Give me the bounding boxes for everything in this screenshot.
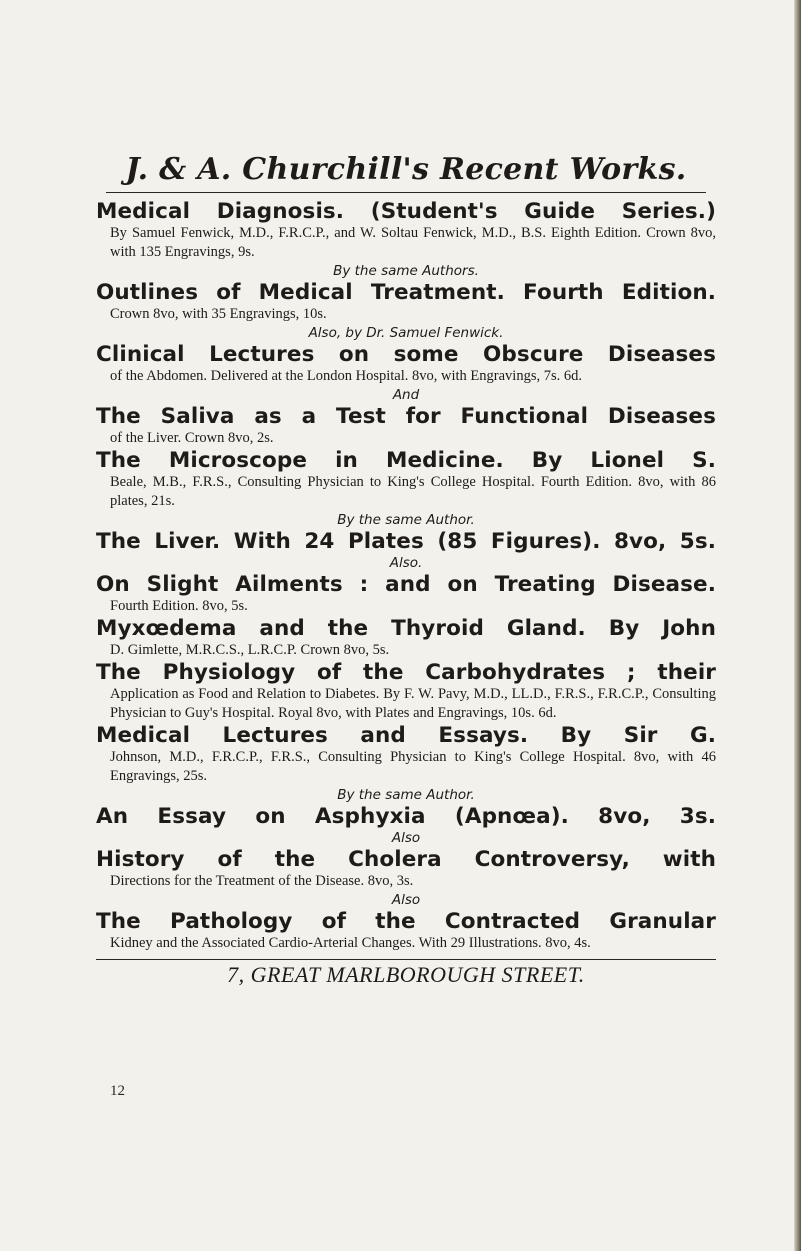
book-title: Medical Lectures and Essays. By Sir G.: [96, 723, 716, 748]
book-title: Outlines of Medical Treatment. Fourth Edition.: [96, 280, 716, 305]
book-description: Beale, M.B., F.R.S., Consulting Physician to King's College Hospital. Fourth Edition. 8vo, with 86 plates, 21s.: [110, 474, 716, 509]
book-title: Clinical Lectures on some Obscure Diseases: [96, 342, 716, 367]
page-header-title: J. & A. Churchill's Recent Works.: [125, 152, 687, 187]
book-title: An Essay on Asphyxia (Apnœa). 8vo, 3s.: [96, 804, 716, 829]
book-entry: [96, 804, 716, 829]
header-rule: [106, 192, 706, 193]
book-entry: [96, 660, 716, 723]
book-title: Myxœdema and the Thyroid Gland. By John: [96, 616, 716, 641]
book-entry: [96, 342, 716, 386]
book-title: Medical Diagnosis. (Student's Guide Series.): [96, 199, 716, 224]
author-note: And: [392, 387, 420, 403]
book-title: The Liver. With 24 Plates (85 Figures). 8vo, 5s.: [96, 529, 716, 554]
book-title: History of the Cholera Controversy, with: [96, 847, 716, 872]
book-entry: [96, 199, 716, 262]
book-description: Crown 8vo, with 35 Engravings, 10s.: [110, 306, 327, 322]
author-note: Also: [391, 830, 421, 846]
book-entry: [96, 723, 716, 786]
book-entries-list: [96, 199, 716, 953]
book-entry: [96, 448, 716, 511]
footer-rule: [96, 959, 716, 960]
book-title: The Pathology of the Contracted Granular: [96, 909, 716, 934]
book-entry: [96, 404, 716, 448]
publisher-address: 7, GREAT MARLBOROUGH STREET.: [227, 962, 585, 987]
author-note: By the same Authors.: [333, 263, 479, 279]
book-description: Kidney and the Associated Cardio-Arterial Changes. With 29 Illustrations. 8vo, 4s.: [110, 935, 591, 951]
author-note: By the same Author.: [337, 787, 475, 803]
book-entry: [96, 529, 716, 554]
book-description: Directions for the Treatment of the Disease. 8vo, 3s.: [110, 873, 414, 889]
book-description: Application as Food and Relation to Diabetes. By F. W. Pavy, M.D., LL.D., F.R.S., F.R.C.P., Consulting Physician to Guy's Hospital. Royal 8vo, with Plates and Engravings, 10s. 6d.: [110, 686, 716, 721]
book-entry: [96, 847, 716, 891]
page-number: 12: [110, 1083, 125, 1099]
author-note: Also, by Dr. Samuel Fenwick.: [308, 325, 504, 341]
catalogue-page: [96, 150, 716, 988]
book-spine-edge: [794, 0, 801, 1251]
book-entry: [96, 616, 716, 660]
book-description: By Samuel Fenwick, M.D., F.R.C.P., and W. Soltau Fenwick, M.D., B.S. Eighth Edition. Crown 8vo, with 135 Engravings, 9s.: [110, 225, 716, 260]
book-title: On Slight Ailments : and on Treating Disease.: [96, 572, 716, 597]
book-description: D. Gimlette, M.R.C.S., L.R.C.P. Crown 8vo, 5s.: [110, 642, 390, 658]
author-note: Also.: [389, 555, 423, 571]
book-entry: [96, 280, 716, 324]
book-description: Johnson, M.D., F.R.C.P., F.R.S., Consulting Physician to King's College Hospital. 8vo, with 46 Engravings, 25s.: [110, 749, 716, 784]
author-note: Also: [391, 892, 421, 908]
book-title: The Physiology of the Carbohydrates ; their: [96, 660, 716, 685]
book-entry: [96, 572, 716, 616]
book-description: of the Liver. Crown 8vo, 2s.: [110, 430, 274, 446]
book-title: The Microscope in Medicine. By Lionel S.: [96, 448, 716, 473]
book-title: The Saliva as a Test for Functional Diseases: [96, 404, 716, 429]
author-note: By the same Author.: [337, 512, 475, 528]
book-description: of the Abdomen. Delivered at the London Hospital. 8vo, with Engravings, 7s. 6d.: [110, 368, 582, 384]
book-entry: [96, 909, 716, 953]
book-description: Fourth Edition. 8vo, 5s.: [110, 598, 248, 614]
